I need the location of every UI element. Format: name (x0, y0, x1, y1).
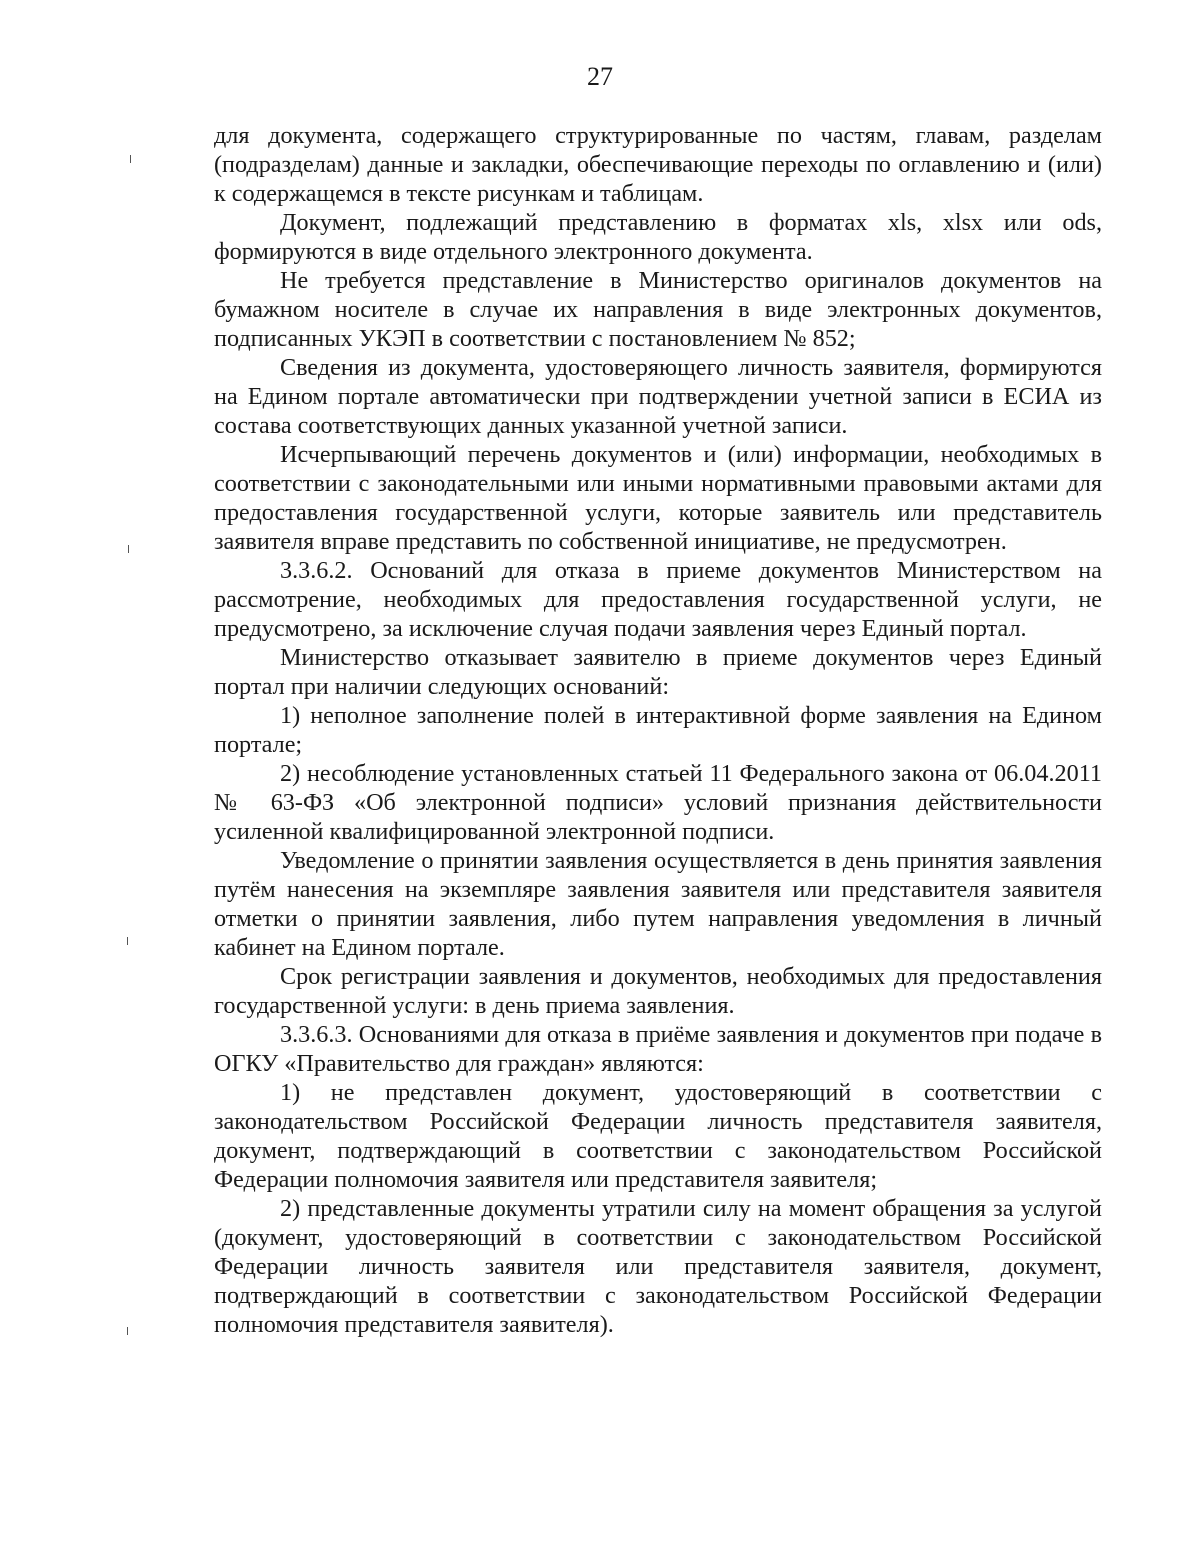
paragraph-continuation: для документа, содержащего структурированные по частям, главам, разделам (подразделам) данные и закладки, обеспечивающие переходы по оглавлению и (или) к содержащемся в тексте рисункам и таблицам. (214, 122, 1102, 207)
paragraph-3-3-6-2: 3.3.6.2. Оснований для отказа в приеме документов Министерством на рассмотрение, необходимых для предоставления государственной услуги, не предусмотрено, за исключение случая подачи заявления через Единый портал. (214, 557, 1102, 642)
paragraph-acceptance-notice: Уведомление о принятии заявления осуществляется в день принятия заявления путём нанесения на экземпляре заявления заявителя или представителя заявителя отметки о принятии заявления, либо путем направления уведомления в личный кабинет на Едином портале. (214, 847, 1102, 961)
scan-mark-2 (128, 545, 129, 553)
paragraph-registration-term: Срок регистрации заявления и документов, необходимых для предоставления государственной услуги: в день приема заявления. (214, 963, 1102, 1019)
list-item-no-identity-document: 1) не представлен документ, удостоверяющий в соответствии с законодательством Российской Федерации личность представителя заявителя, документ, подтверждающий в соответствии с законодательством Российской Федерации полномочия заявителя или представителя заявителя; (214, 1079, 1102, 1193)
paragraph-exhaustive-list: Исчерпывающий перечень документов и (или) информации, необходимых в соответствии с законодательными или иными нормативными правовыми актами для предоставления государственной услуги, которые заявитель или представитель заявителя вправе представить по собственной инициативе, не предусмотрен. (214, 441, 1102, 555)
list-item-incomplete-fields: 1) неполное заполнение полей в интерактивной форме заявления на Едином портале; (214, 702, 1102, 758)
scan-mark-3 (127, 937, 128, 945)
paragraph-formats: Документ, подлежащий представлению в форматах xls, xlsx или ods, формируются в виде отдельного электронного документа. (214, 209, 1102, 265)
list-item-expired-documents: 2) представленные документы утратили силу на момент обращения за услугой (документ, удостоверяющий в соответствии с законодательством Российской Федерации личность заявителя или представителя заявителя, документ, подтверждающий в соответствии с законодательством Российской Федерации полномочия представителя заявителя). (214, 1195, 1102, 1338)
scan-mark-1 (130, 155, 131, 163)
paragraph-3-3-6-3: 3.3.6.3. Основаниями для отказа в приёме заявления и документов при подаче в ОГКУ «Правительство для граждан» являются: (214, 1021, 1102, 1077)
paragraph-originals-not-required: Не требуется представление в Министерство оригиналов документов на бумажном носителе в случае их направления в виде электронных документов, подписанных УКЭП в соответствии с постановлением № 852; (214, 267, 1102, 352)
paragraph-ministry-refuses: Министерство отказывает заявителю в приеме документов через Единый портал при наличии следующих оснований: (214, 644, 1102, 700)
document-body (214, 121, 1102, 1339)
paragraph-identity-info: Сведения из документа, удостоверяющего личность заявителя, формируются на Едином портале автоматически при подтверждении учетной записи в ЕСИА из состава соответствующих данных указанной учетной записи. (214, 354, 1102, 439)
list-item-signature-noncompliance: 2) несоблюдение установленных статьей 11 Федерального закона от 06.04.2011 № 63-ФЗ «Об электронной подписи» условий признания действительности усиленной квалифицированной электронной подписи. (214, 760, 1102, 845)
page-number: 27 (587, 62, 613, 91)
scan-mark-4 (127, 1327, 128, 1335)
